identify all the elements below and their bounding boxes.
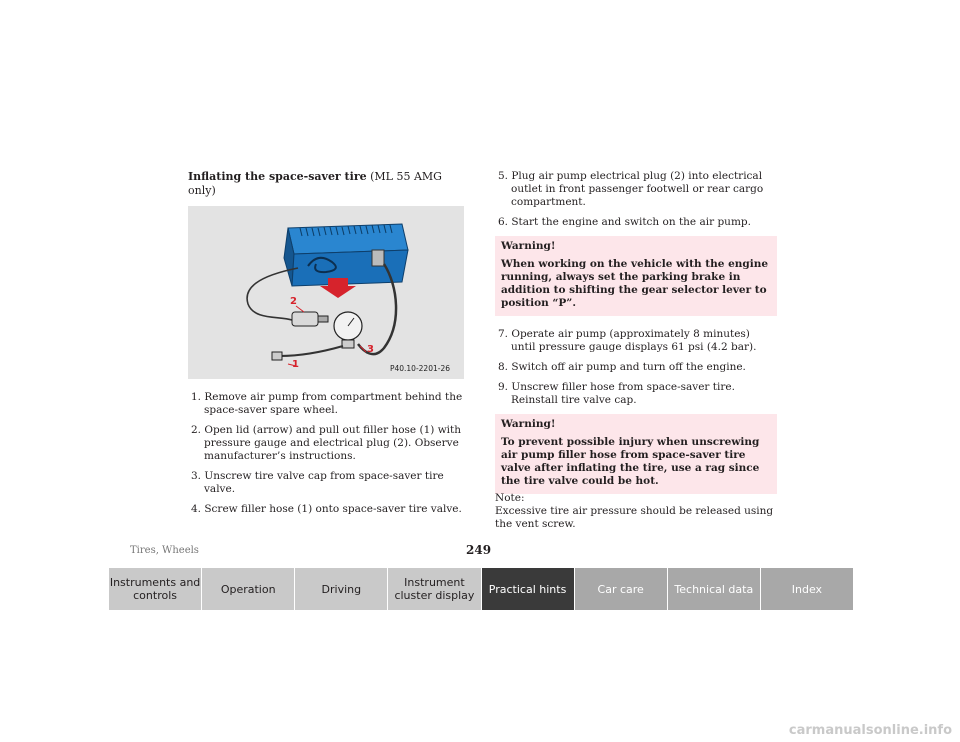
electrical-plug-shape xyxy=(292,312,328,326)
list-item: 1. Remove air pump from compartment behind the space-saver spare wheel. xyxy=(191,391,463,416)
steps-list-right-b xyxy=(495,328,777,407)
callout-3: 3 xyxy=(367,344,374,355)
list-item: 4. Screw filler hose (1) onto space-saver tire valve. xyxy=(191,503,462,515)
list-item: 7. Operate air pump (approximately 8 minutes) until pressure gauge displays 61 psi (4.2 bar). xyxy=(498,328,757,353)
right-column xyxy=(495,170,777,506)
tab-technical-data[interactable]: Technical data xyxy=(668,568,761,610)
list-item: 3. Unscrew tire valve cap from space-saver tire valve. xyxy=(191,470,444,495)
heading-rest: (ML 55 AMG only) xyxy=(188,170,442,197)
tab-car-care[interactable]: Car care xyxy=(575,568,668,610)
tab-instruments-and-controls[interactable]: Instruments and controls xyxy=(109,568,202,610)
air-pump-drawing xyxy=(188,206,464,379)
list-item: 5. Plug air pump electrical plug (2) into electrical outlet in front passenger footwell or rear cargo compartment. xyxy=(498,170,764,208)
steps-list-right-a xyxy=(495,170,777,229)
footer-section-title: Tires, Wheels xyxy=(130,545,199,556)
heading-bold: Inflating the space-saver tire xyxy=(188,170,367,183)
list-item: 2. Open lid (arrow) and pull out filler hose (1) with pressure gauge and electrical plug (2). Observe manufacturer’s instructions. xyxy=(191,424,462,462)
warning-text: When working on the vehicle with the engine running, always set the parking brake in addition to shifting the gear selector lever to position “P”. xyxy=(501,258,769,309)
note-block xyxy=(495,492,777,531)
warning-title: Warning! xyxy=(501,418,556,430)
callout-1: 1 xyxy=(292,359,299,370)
tab-practical-hints[interactable]: Practical hints xyxy=(482,568,575,610)
warning-title: Warning! xyxy=(501,240,556,252)
page-number: 249 xyxy=(466,543,492,557)
section-heading xyxy=(188,170,468,198)
callout-2: 2 xyxy=(290,296,297,307)
tab-operation[interactable]: Operation xyxy=(202,568,295,610)
list-item: 9. Unscrew filler hose from space-saver tire. Reinstall tire valve cap. xyxy=(498,381,735,406)
steps-list-left xyxy=(188,391,468,516)
tab-index[interactable]: Index xyxy=(761,568,853,610)
tab-instrument-cluster-display[interactable]: Instrument cluster display xyxy=(388,568,481,610)
chapter-nav xyxy=(109,568,853,610)
note-text: Excessive tire air pressure should be released using the vent screw. xyxy=(495,505,774,530)
left-column xyxy=(188,170,468,523)
tab-driving[interactable]: Driving xyxy=(295,568,388,610)
watermark: carmanualsonline.info xyxy=(788,723,952,738)
warning-box-engine-running xyxy=(495,236,777,316)
note-label: Note: xyxy=(495,492,525,504)
list-item: 8. Switch off air pump and turn off the engine. xyxy=(498,361,746,373)
pressure-gauge-shape xyxy=(334,312,362,348)
warning-text: To prevent possible injury when unscrewing air pump filler hose from space-saver tire valve after inflating the tire, use a rag since the tire valve could be hot. xyxy=(501,436,760,487)
air-pump-illustration xyxy=(188,206,464,379)
warning-box-hot-valve xyxy=(495,414,777,494)
figure-code: P40.10-2201-26 xyxy=(389,364,450,373)
list-item: 6. Start the engine and switch on the air pump. xyxy=(498,216,751,228)
